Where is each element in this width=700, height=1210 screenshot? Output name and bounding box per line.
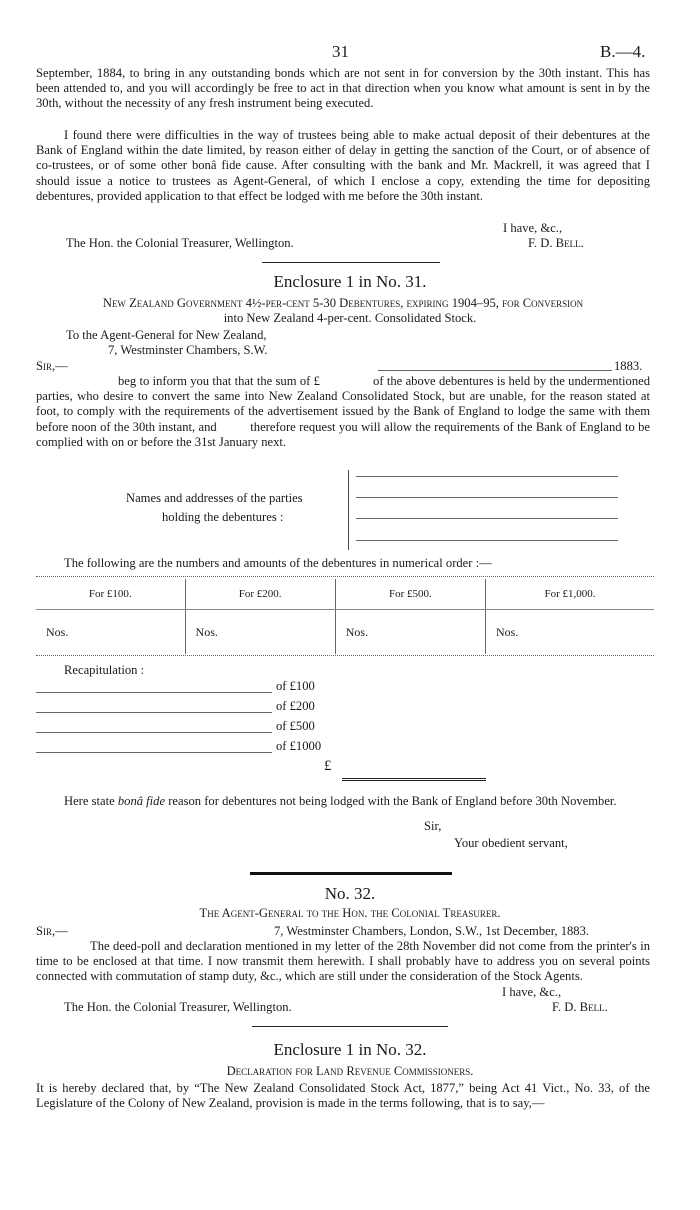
recap-label: Recapitulation : (64, 663, 145, 677)
sign-off-servant: Your obedient servant, (454, 836, 568, 850)
recap-item: of £1000 (276, 739, 322, 753)
enclosure-31-to-line-1: To the Agent-General for New Zealand, (66, 328, 267, 342)
sign-off-sir: Sir, (424, 819, 442, 833)
recap-item: of £500 (276, 719, 315, 733)
letter-32-body: The deed-poll and declaration mentioned in my letter of the 28th November did not come from the printer's in time to be enclosed at that time. I now transmit them herewith. I shall probably have to address you on several points connected with commutation of stamp duty, &c., which are still under the consideration of the Stock Agents. (36, 939, 650, 984)
names-blank-line (356, 518, 618, 519)
enclosure-32-body: It is hereby declared that, by “The New Zealand Consolidated Stock Act, 1877,” being Act 41 Vict., No. 33, of the Legislature of the Colony of New Zealand, provision is made in the terms following, that is to say,— (36, 1081, 650, 1111)
table-cell: Nos. (485, 610, 654, 655)
recap-blank-line (36, 712, 272, 713)
letter-32-address-date: 7, Westminster Chambers, London, S.W., 1st December, 1883. (274, 924, 590, 938)
recap-total-pound-sign: £ (324, 758, 332, 774)
table-cell: Nos. (335, 610, 485, 655)
names-blank-line (356, 497, 618, 498)
total-double-rule (342, 778, 486, 781)
table-bottom-rule (36, 655, 654, 656)
table-header-row (36, 579, 654, 610)
recap-blank-line (36, 752, 272, 753)
letter-32-closing: I have, &c., (502, 985, 562, 999)
enclosure-32-subheading: Declaration for Land Revenue Commissioners. (226, 1064, 474, 1078)
table-top-rule (36, 576, 654, 577)
table-header-cell: For £100. (36, 579, 185, 610)
section-divider (250, 872, 452, 875)
enclosure-31-to-line-2: 7, Westminster Chambers, S.W. (108, 343, 268, 357)
letter-32-addressee: The Hon. the Colonial Treasurer, Wellington. (64, 1000, 292, 1014)
letter-31-addressee: The Hon. the Colonial Treasurer, Wellington. (66, 236, 294, 250)
recap-item: of £100 (276, 679, 315, 693)
enclosure-31-year: 1883. (614, 359, 643, 373)
enclosure-31-body: beg to inform you that that the sum of £ of the above debentures is held by the undermentioned parties, who desire to convert the same into New Zealand Consolidated Stock, but are unable, for the reason stated at foot, to comply with the requirements of the advertisement issued by the Bank of England to lodge the same with them before noon of the 30th instant, and therefore request you will allow the requirements of the Bank of England to be complied with on or before the 31st January next. (36, 374, 654, 449)
letter-32-signature: F. D. Bell. (552, 1000, 608, 1014)
letter-32-salutation: Sir,— (36, 924, 68, 938)
table-header-cell: For £500. (335, 579, 485, 610)
recap-blank-line (36, 692, 272, 693)
letter-31-closing: I have, &c., (503, 221, 563, 235)
following-text: The following are the numbers and amounts of the debentures in numerical order :— (64, 556, 492, 570)
letter-32-heading: No. 32. (324, 884, 376, 903)
recap-item: of £200 (276, 699, 315, 713)
table-row (36, 610, 654, 655)
letter-31-paragraph-2: I found there were difficulties in the way of trustees being able to make actual deposit of their debentures at the Bank of England within the date limited, by reason either of delay in getting the sanction of the Court, or of absence of co-trustees, or of some other bonâ fide cause. After consulting with the bank and Mr. Mackrell, it was agreed that I should issue a notice to trustees as Agent-General, of which I enclose a copy, extending the time for depositing debentures, provided application to that effect be lodged with me before the 30th instant. (36, 128, 650, 203)
enclosure-31-salutation: Sir,— (36, 359, 68, 373)
brace (348, 470, 355, 550)
divider (262, 262, 440, 263)
debentures-table (36, 579, 654, 654)
enclosure-31-heading: Enclosure 1 in No. 31. (273, 272, 427, 291)
document-reference: B.—4. (600, 42, 646, 61)
names-blank-line (356, 540, 618, 541)
letter-32-from-to: The Agent-General to the Hon. the Colonial Treasurer. (199, 906, 501, 920)
letter-31-paragraph-1: September, 1884, to bring in any outstanding bonds which are not sent in for conversion by the 30th instant. This has been attended to, and you will accordingly be free to act in that direction when you know what amount is sent in by the 30th, without the necessity of any fresh instrument being executed. (36, 66, 650, 111)
page-number: 31 (332, 42, 349, 61)
recap-blank-line (36, 732, 272, 733)
table-header-cell: For £200. (185, 579, 335, 610)
table-cell: Nos. (46, 624, 69, 639)
date-blank-line (378, 370, 612, 371)
enclosure-31-title-line-2: into New Zealand 4-per-cent. Consolidated Stock. (223, 311, 477, 325)
names-label-line-2: holding the debentures : (162, 510, 284, 524)
names-blank-line (356, 476, 618, 477)
divider (252, 1026, 448, 1027)
reason-text: Here state bonâ fide reason for debentures not being lodged with the Bank of England before 30th November. (64, 794, 617, 808)
table-header-cell: For £1,000. (485, 579, 654, 610)
table-cell: Nos. (185, 610, 335, 655)
letter-31-signature: F. D. Bell. (528, 236, 584, 250)
enclosure-31-title-line-1: New Zealand Government 4½-per-cent 5-30 Debentures, expiring 1904–95, for Conversion (102, 296, 584, 310)
enclosure-32-heading: Enclosure 1 in No. 32. (273, 1040, 427, 1059)
names-label-line-1: Names and addresses of the parties (126, 491, 303, 505)
